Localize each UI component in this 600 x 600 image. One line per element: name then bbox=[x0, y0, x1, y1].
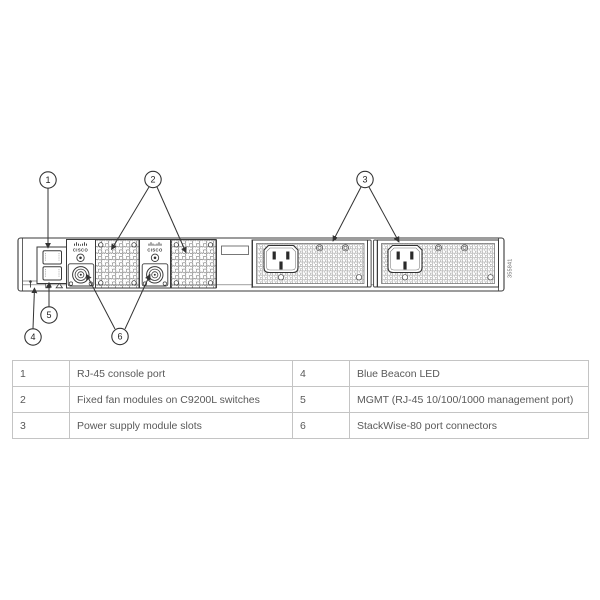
callout-1 bbox=[40, 172, 56, 188]
legend-desc: Blue Beacon LED bbox=[350, 361, 589, 387]
legend-num: 5 bbox=[293, 387, 350, 413]
callout-2 bbox=[145, 171, 161, 187]
svg-text:5: 5 bbox=[46, 310, 52, 321]
label-plate bbox=[222, 246, 249, 255]
callout-5 bbox=[41, 307, 57, 323]
callout-6 bbox=[112, 328, 128, 344]
svg-text:2: 2 bbox=[150, 174, 156, 185]
stackwise-connector-2 bbox=[147, 267, 163, 283]
legend-row-3 bbox=[13, 413, 589, 439]
ac-inlet-2 bbox=[388, 246, 422, 273]
figure-id: 355841 bbox=[507, 258, 514, 278]
fan-module-1 bbox=[67, 240, 96, 289]
legend-num: 4 bbox=[293, 361, 350, 387]
legend-num: 1 bbox=[13, 361, 70, 387]
legend-table bbox=[12, 360, 589, 439]
legend-desc: MGMT (RJ-45 10/100/1000 management port) bbox=[350, 387, 589, 413]
callout-3 bbox=[357, 171, 373, 187]
callout-4 bbox=[25, 329, 41, 345]
legend-desc: RJ-45 console port bbox=[70, 361, 293, 387]
legend-desc: Power supply module slots bbox=[70, 413, 293, 439]
ac-inlet-1 bbox=[264, 246, 298, 273]
power-supply-slot-2 bbox=[378, 240, 499, 287]
legend-row-2 bbox=[13, 387, 589, 413]
legend-desc: Fixed fan modules on C9200L switches bbox=[70, 387, 293, 413]
cisco-logo-text: CISCO bbox=[147, 247, 163, 253]
legend-desc: StackWise-80 port connectors bbox=[350, 413, 589, 439]
fan-grille-2 bbox=[171, 240, 216, 289]
fan-grille-1 bbox=[96, 240, 140, 289]
power-supply-slot-1 bbox=[253, 240, 368, 287]
svg-text:3: 3 bbox=[362, 174, 368, 185]
legend-num: 2 bbox=[13, 387, 70, 413]
legend-num: 6 bbox=[293, 413, 350, 439]
svg-text:1: 1 bbox=[45, 175, 51, 186]
legend-num: 3 bbox=[13, 413, 70, 439]
fan-module-2 bbox=[140, 240, 171, 289]
svg-text:6: 6 bbox=[117, 331, 123, 342]
svg-text:4: 4 bbox=[30, 332, 36, 343]
legend-row-1 bbox=[13, 361, 589, 387]
cisco-logo-text: CISCO bbox=[72, 247, 89, 253]
